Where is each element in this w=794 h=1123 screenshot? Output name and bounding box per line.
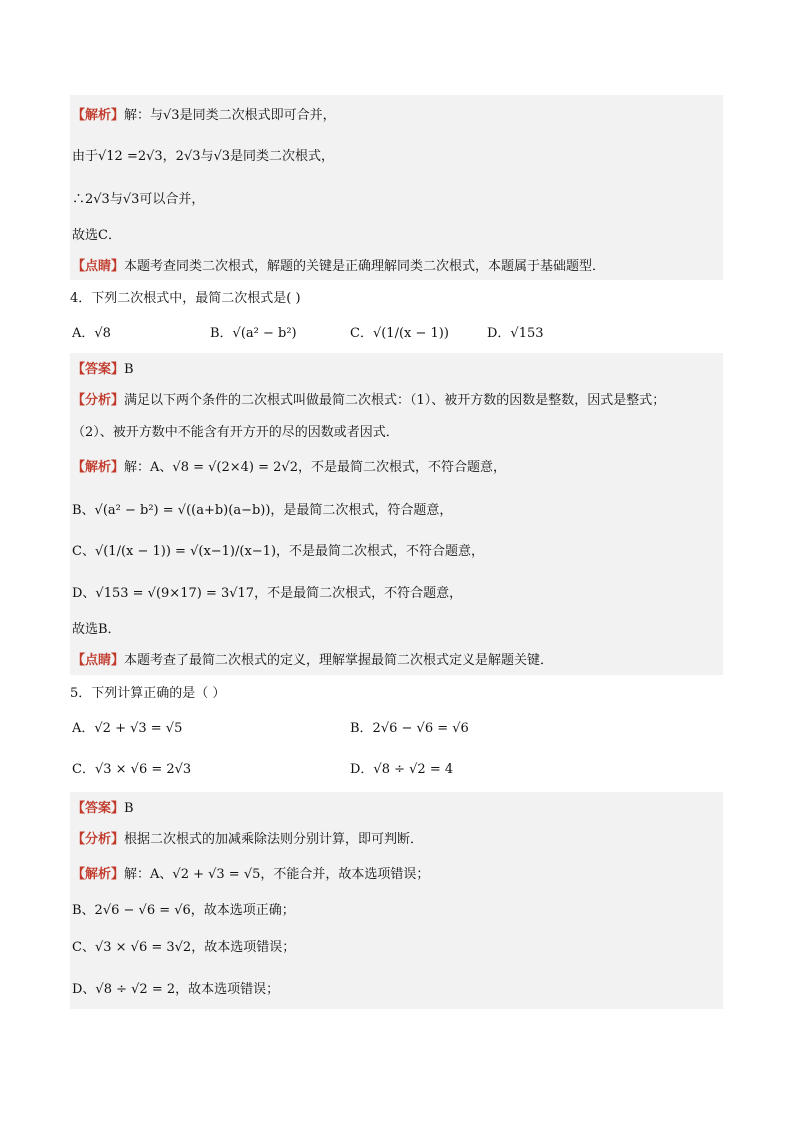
q4-fenxi-line-2: （2）、被开方数中不能含有开方开的尽的因数或者因式． (72, 425, 399, 440)
q4-jiexi-line-a (72, 458, 506, 478)
q4-dianjing-line (72, 651, 553, 671)
q5-fenxi-line (72, 830, 423, 850)
q3-line-3: ∴2√3与√3可以合并， (72, 192, 205, 207)
q5-stem: 5．下列计算正确的是（ ） (70, 686, 226, 701)
fenxi-tag: 【分析】 (72, 393, 125, 408)
q5-option-a: A．√2 + √3 = √5 (72, 721, 183, 736)
q5-answer-value: B (124, 801, 134, 816)
dianjing-tag: 【点睛】 (72, 653, 125, 668)
q4-jiexi-line-d: D、√153 = √(9×17) = 3√17，不是最简二次根式，不符合题意， (72, 586, 463, 601)
q4-answer-line (72, 360, 134, 380)
q4-stem: 4．下列二次根式中，最简二次根式是( ) (70, 291, 301, 306)
q5-answer-line (72, 799, 134, 819)
q4-jiexi-line-b: B、√(a² − b²) = √((a+b)(a−b))，是最简二次根式，符合题意， (72, 503, 453, 518)
q4-jiexi-line-c: C、√(1/(x − 1)) = √(x−1)/(x−1)，不是最简二次根式，不符合题意， (72, 544, 485, 559)
q5-fenxi-text: 根据二次根式的加减乘除法则分别计算，即可判断． (124, 832, 424, 847)
q4-dianjing-text: 本题考查了最简二次根式的定义，理解掌握最简二次根式定义是解题关键． (124, 653, 554, 668)
q3-jiexi-text: 解：与√3是同类二次根式即可合并， (124, 108, 336, 123)
jiexi-tag: 【解析】 (72, 460, 125, 475)
q5-jiexi-line-a (72, 865, 429, 885)
q3-line-4: 故选C． (72, 228, 121, 243)
q4-answer-value: B (124, 362, 134, 377)
q5-jiexi-text-a: 解：A、√2 + √3 = √5，不能合并，故本选项错误； (124, 867, 430, 882)
q4-option-b: B．√(a² − b²) (210, 326, 297, 341)
q5-jiexi-line-d: D、√8 ÷ √2 = 2，故本选项错误； (72, 982, 280, 997)
dianjing-tag: 【点睛】 (72, 259, 125, 274)
q3-line-2: 由于√12 =2√3，2√3与√3是同类二次根式， (72, 149, 335, 164)
q4-fenxi-text-1: 满足以下两个条件的二次根式叫做最简二次根式：（1）、被开方数的因数是整数，因式是整式； (124, 393, 666, 408)
q4-jiexi-text-a: 解：A、√8 = √(2×4) = 2√2，不是最简二次根式，不符合题意， (124, 460, 506, 475)
daan-tag: 【答案】 (72, 362, 125, 377)
q3-dianjing-text: 本题考查同类二次根式，解题的关键是正确理解同类二次根式，本题属于基础题型． (124, 259, 606, 274)
q3-jiexi-line (72, 106, 336, 126)
q4-option-c: C．√(1/(x − 1)) (350, 326, 449, 341)
jiexi-tag: 【解析】 (72, 108, 125, 123)
q4-guxuan-line: 故选B． (72, 622, 121, 637)
fenxi-tag: 【分析】 (72, 832, 125, 847)
q5-jiexi-line-c: C、√3 × √6 = 3√2，故本选项错误； (72, 940, 296, 955)
q4-option-d: D．√153 (487, 326, 544, 341)
q3-dianjing-line (72, 257, 605, 277)
q4-fenxi-line (72, 391, 665, 411)
q5-jiexi-line-b: B、2√6 − √6 = √6，故本选项正确； (72, 903, 295, 918)
q4-option-a: A．√8 (72, 326, 111, 341)
daan-tag: 【答案】 (72, 801, 125, 816)
q5-option-b: B．2√6 − √6 = √6 (350, 721, 469, 736)
q5-option-d: D．√8 ÷ √2 = 4 (350, 762, 454, 777)
jiexi-tag: 【解析】 (72, 867, 125, 882)
q5-option-c: C．√3 × √6 = 2√3 (72, 762, 192, 777)
